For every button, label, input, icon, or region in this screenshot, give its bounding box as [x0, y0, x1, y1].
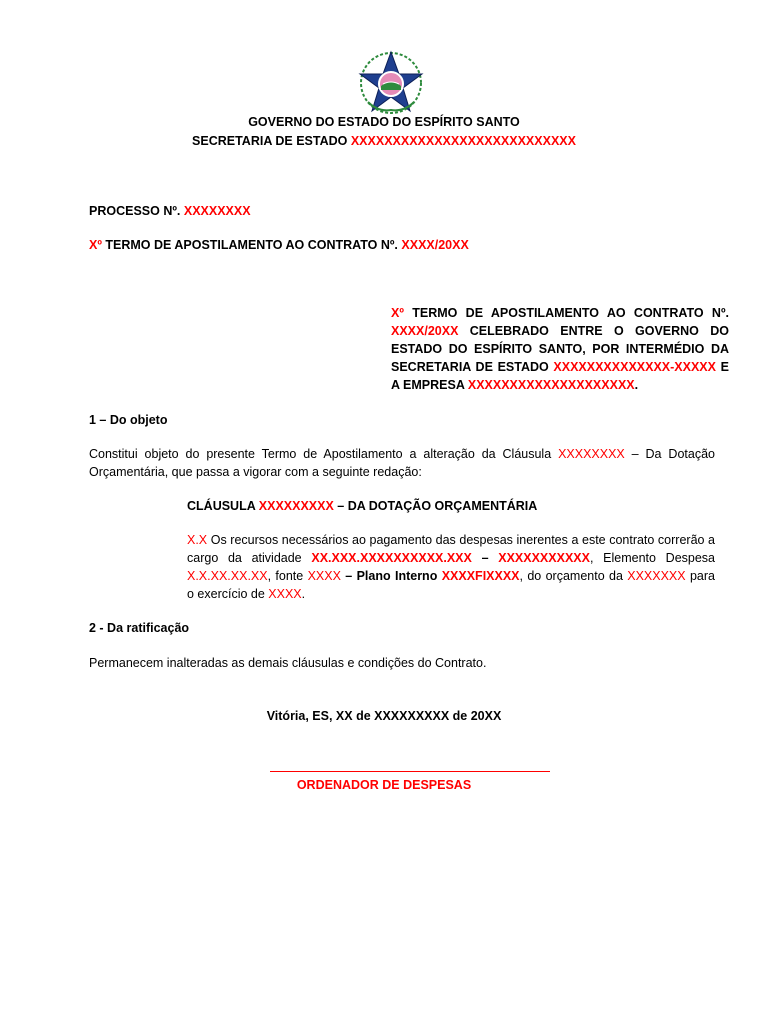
clause-text-2: , Elemento Despesa [589, 551, 716, 565]
ementa-text-2: CELEBRADO ENTRE O GOVERNO DO ESTADO DO ESPÍRITO SANTO, POR INTERMÉDIO DA SECRETARIA DE ESTADO [391, 324, 729, 374]
signature-title: ORDENADOR DE DESPESAS [296, 778, 472, 792]
processo-line [89, 202, 251, 220]
ementa-empresa: XXXXXXXXXXXXXXXXXXXX [467, 378, 635, 392]
section-1-clausula: XXXXXXXX [558, 447, 625, 461]
clause-exercicio: XXXX [268, 587, 302, 601]
signature-line [270, 771, 550, 772]
coat-of-arms-logo [358, 50, 424, 114]
header-secretaria-placeholder: XXXXXXXXXXXXXXXXXXXXXXXXXXX [350, 134, 576, 148]
termo-contract-number: XXXX/20XX [401, 238, 469, 252]
clause-text-5: para o exercício de [187, 569, 715, 601]
section-1-paragraph [89, 445, 715, 481]
clause-text-4: , do orçamento da [519, 569, 628, 583]
clause-body [187, 531, 715, 603]
date-line: Vitória, ES, XX de XXXXXXXXX de 20XX [266, 709, 502, 723]
processo-number: XXXXXXXX [183, 204, 251, 218]
clause-title-prefix: CLÁUSULA [187, 499, 259, 513]
clause-title-number: XXXXXXXXX [258, 499, 334, 513]
section-1-heading: 1 – Do objeto [89, 413, 168, 427]
clause-title-suffix: – DA DOTAÇÃO ORÇAMENTÁRIA [333, 499, 538, 513]
clause-text-3: , fonte [267, 569, 308, 583]
clause-atividade: XX.XXX.XXXXXXXXXX.XXX [311, 551, 472, 565]
section-1-text-1: Constitui objeto do presente Termo de Apostilamento a alteração da Cláusula [89, 447, 559, 461]
clause-text-1: Os recursos necessários ao pagamento das despesas inerentes a este contrato correrão a cargo da atividade [187, 533, 715, 565]
termo-ordinal: Xº [89, 238, 102, 252]
header-secretaria-label: SECRETARIA DE ESTADO [192, 134, 351, 148]
ementa-secretaria: XXXXXXXXXXXXXX-XXXXX [553, 360, 716, 374]
clause-dash-2: – [340, 569, 357, 583]
clause-plano: XXXXFIXXXX [441, 569, 520, 583]
clause-item-number: X.X [187, 533, 208, 547]
clause-end: . [301, 587, 306, 601]
ementa-paragraph [391, 304, 729, 394]
header-secretaria [0, 132, 768, 150]
ementa-contract-number: XXXX/20XX [391, 324, 459, 338]
clause-elemento: X.X.XX.XX.XX [187, 569, 268, 583]
header-government: GOVERNO DO ESTADO DO ESPÍRITO SANTO [248, 115, 520, 129]
clause-dash-1: – [471, 551, 499, 565]
clause-title [187, 497, 537, 515]
section-2-paragraph: Permanecem inalteradas as demais cláusulas e condições do Contrato. [89, 656, 487, 670]
clause-fonte: XXXX [307, 569, 341, 583]
section-1-text-2: – Da Dotação Orçamentária, que passa a vigorar com a seguinte redação: [89, 447, 715, 479]
clause-orcamento: XXXXXXX [627, 569, 686, 583]
section-2-heading: 2 - Da ratificação [89, 621, 190, 635]
processo-label: PROCESSO Nº. [89, 204, 184, 218]
ementa-end: . [634, 378, 639, 392]
ementa-text-3: E A EMPRESA [391, 360, 729, 392]
termo-title [89, 236, 469, 254]
ementa-text-1: TERMO DE APOSTILAMENTO AO CONTRATO Nº. [403, 306, 729, 320]
clause-atividade-2: XXXXXXXXXXX [498, 551, 590, 565]
ementa-ordinal: Xº [391, 306, 404, 320]
clause-plano-label: Plano Interno [356, 569, 438, 583]
termo-title-text: TERMO DE APOSTILAMENTO AO CONTRATO Nº. [101, 238, 402, 252]
